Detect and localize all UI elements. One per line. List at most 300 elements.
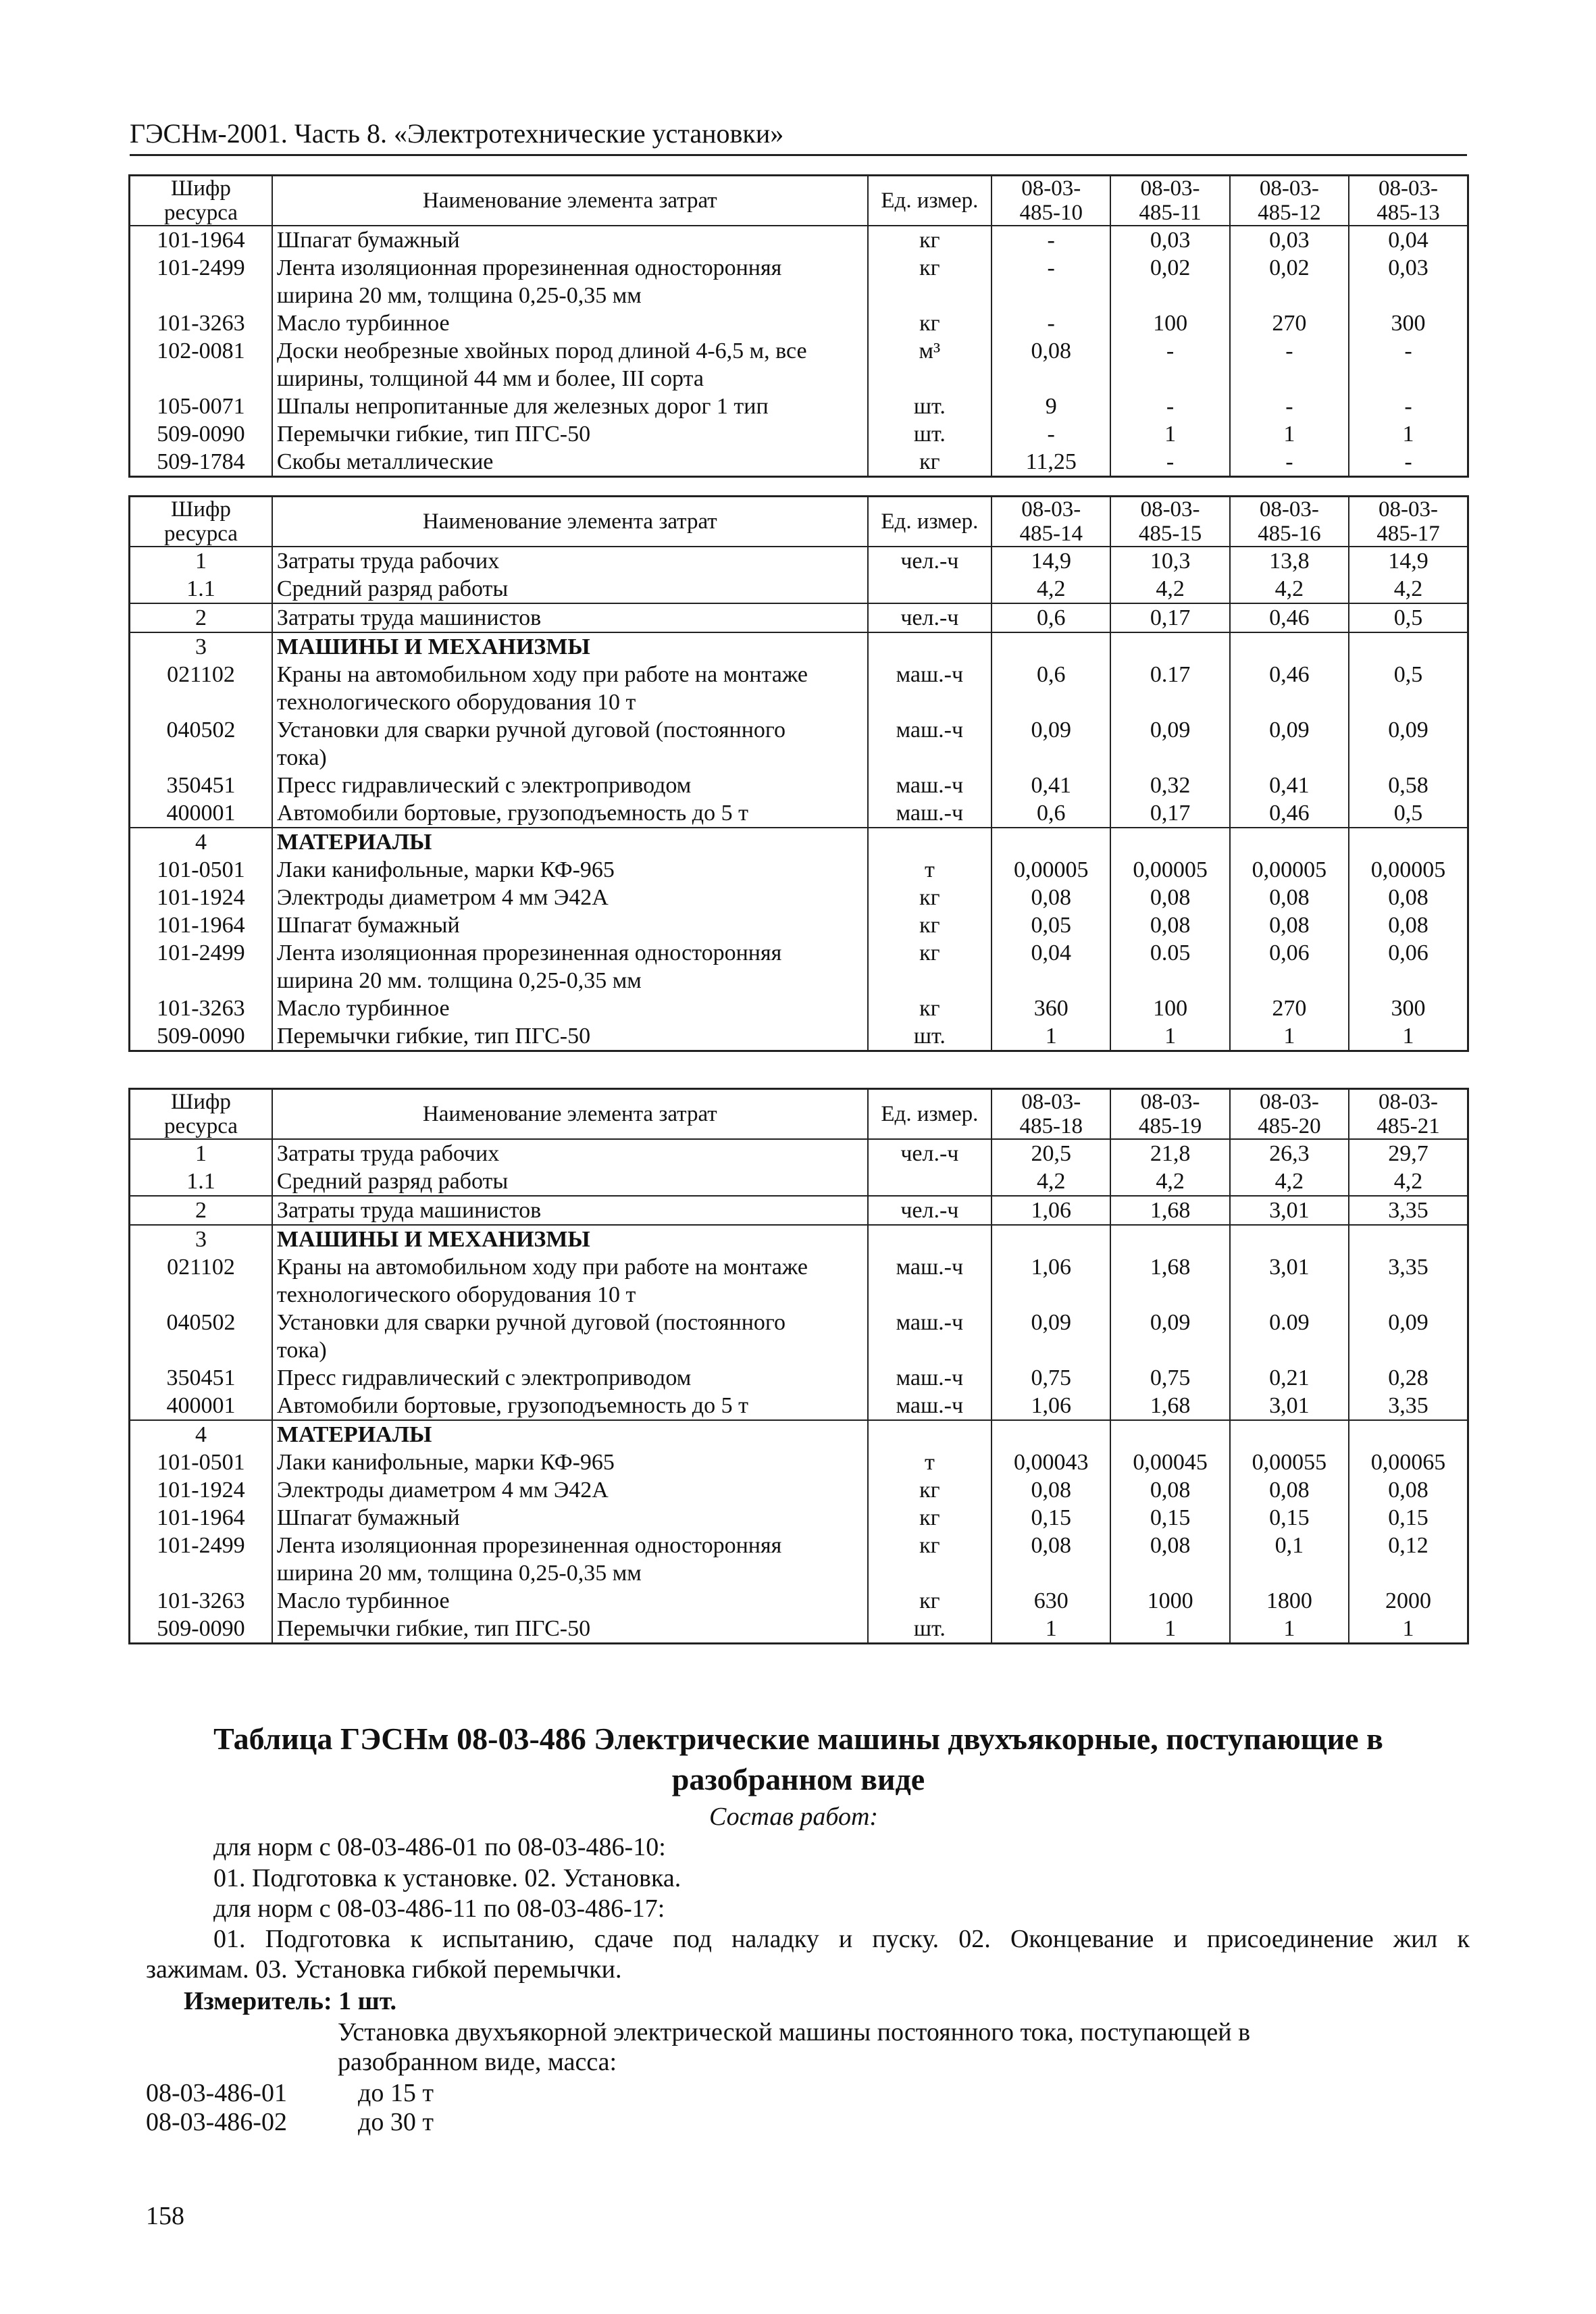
table-row <box>130 772 1468 799</box>
table-row <box>130 1139 1468 1167</box>
resource-name <box>272 1476 868 1504</box>
unit: маш.-ч <box>868 1253 992 1309</box>
resource-name-line: Масло турбинное <box>276 1588 450 1613</box>
value-cell: 360 <box>992 995 1110 1022</box>
header-norm-column <box>1349 497 1468 547</box>
value-cell: 0,03 <box>1110 226 1229 254</box>
resource-name-line: Затраты труда рабочих <box>276 549 500 574</box>
value-cell: 3,01 <box>1230 1196 1349 1225</box>
value-cell: 100 <box>1110 995 1229 1022</box>
value-cell: 0,02 <box>1230 254 1349 309</box>
value-cell: 0,09 <box>1110 716 1229 772</box>
meter: Измеритель: 1 шт. <box>184 1987 397 2015</box>
value-cell: 0,03 <box>1230 226 1349 254</box>
value-cell: 0,00005 <box>1110 856 1229 884</box>
unit <box>868 632 992 661</box>
resource-name-line: МАТЕРИАЛЫ <box>276 830 432 855</box>
header-code-line2: ресурса <box>164 201 238 225</box>
resource-name <box>272 1504 868 1532</box>
value-cell: - <box>1110 448 1229 477</box>
value-cell: 4,2 <box>1110 575 1229 603</box>
value-cell: 1,06 <box>992 1196 1110 1225</box>
header-norm-column <box>1230 1089 1349 1140</box>
value-cell: - <box>1349 393 1468 420</box>
value-cell <box>1110 632 1229 661</box>
resource-name-line: Масло турбинное <box>276 311 450 336</box>
value-cell: 0,46 <box>1230 799 1349 828</box>
table-row <box>130 1615 1468 1644</box>
header-norm-line2: 485-15 <box>1138 522 1202 546</box>
value-cell <box>1349 632 1468 661</box>
value-cell: 3,01 <box>1230 1392 1349 1420</box>
value-cell: 0,32 <box>1110 772 1229 799</box>
value-cell: 2000 <box>1349 1587 1468 1615</box>
unit: кг <box>868 448 992 477</box>
value-cell: 0,28 <box>1349 1364 1468 1392</box>
table-header-row <box>130 497 1468 547</box>
unit: чел.-ч <box>868 1139 992 1167</box>
resource-name-line: Пресс гидравлический с электроприводом <box>276 773 692 798</box>
value-cell: 1,68 <box>1110 1253 1229 1309</box>
value-cell: 270 <box>1230 995 1349 1022</box>
header-code <box>130 497 272 547</box>
resource-name <box>272 226 868 254</box>
unit: м³ <box>868 337 992 393</box>
value-cell <box>1230 1225 1349 1253</box>
header-norm-column <box>1110 176 1229 226</box>
resource-code: 1.1 <box>130 1167 272 1196</box>
value-cell: 300 <box>1349 995 1468 1022</box>
value-cell: 14,9 <box>992 547 1110 575</box>
resource-code: 021102 <box>130 1253 272 1309</box>
resource-name <box>272 1615 868 1644</box>
resource-code: 1 <box>130 547 272 575</box>
table-row <box>130 1449 1468 1476</box>
table-row <box>130 856 1468 884</box>
value-cell: 1 <box>1349 1615 1468 1644</box>
header-norm-column <box>1230 176 1349 226</box>
header-unit: Ед. измер. <box>868 176 992 226</box>
unit: кг <box>868 1504 992 1532</box>
works-b-line2: зажимам. 03. Установка гибкой перемычки. <box>146 1955 622 1984</box>
header-code-line1: Шифр <box>171 497 231 522</box>
resource-code: 2 <box>130 1196 272 1225</box>
header-norm-line1: 08-03- <box>1140 176 1200 201</box>
value-cell: - <box>1110 337 1229 393</box>
value-cell: 1 <box>1230 420 1349 448</box>
value-cell: 0,09 <box>1230 716 1349 772</box>
value-cell: 4,2 <box>1349 575 1468 603</box>
resource-name-line: Шпалы непропитанные для железных дорог 1 тип <box>276 394 769 419</box>
norm-text-1: до 15 т <box>358 2079 434 2107</box>
table-row <box>130 1167 1468 1196</box>
works-a: 01. Подготовка к установке. 02. Установка. <box>213 1864 681 1892</box>
value-cell: 300 <box>1349 309 1468 337</box>
resource-name <box>272 1139 868 1167</box>
header-unit: Ед. измер. <box>868 1089 992 1140</box>
value-cell: 4,2 <box>1230 575 1349 603</box>
resource-name-line: Перемычки гибкие, тип ПГС-50 <box>276 1616 591 1641</box>
header-norm-line1: 08-03- <box>1379 497 1439 522</box>
resource-code: 040502 <box>130 716 272 772</box>
table-row <box>130 716 1468 772</box>
value-cell: 9 <box>992 393 1110 420</box>
resource-code: 2 <box>130 603 272 632</box>
value-cell: 20,5 <box>992 1139 1110 1167</box>
header-code <box>130 176 272 226</box>
unit: кг <box>868 226 992 254</box>
value-cell: 4,2 <box>992 575 1110 603</box>
resource-name-line: Шпагат бумажный <box>276 228 460 253</box>
resource-name <box>272 254 868 309</box>
value-cell: 0,05 <box>992 911 1110 939</box>
header-norm-line1: 08-03- <box>1140 497 1200 522</box>
header-code-line2: ресурса <box>164 1114 238 1138</box>
resource-name <box>272 1309 868 1364</box>
value-cell: 1 <box>1230 1022 1349 1051</box>
resource-name-line: тока) <box>276 745 327 770</box>
table-row <box>130 448 1468 477</box>
value-cell: 4,2 <box>1110 1167 1229 1196</box>
resource-name <box>272 1196 868 1225</box>
header-norm-line2: 485-18 <box>1019 1114 1083 1138</box>
resource-name-line: Лаки канифольные, марки КФ-965 <box>276 857 615 882</box>
value-cell: 4,2 <box>1230 1167 1349 1196</box>
description-line1: Установка двухъякорной электрической машины постоянного тока, поступающей в <box>338 2018 1251 2046</box>
value-cell: 0,02 <box>1110 254 1229 309</box>
value-cell <box>1230 828 1349 856</box>
header-norm-line1: 08-03- <box>1021 176 1081 201</box>
resource-code: 350451 <box>130 1364 272 1392</box>
value-cell: 0,09 <box>1349 716 1468 772</box>
value-cell: 0,09 <box>992 1309 1110 1364</box>
header-norm-column <box>1110 497 1229 547</box>
norm-code-2: 08-03-486-02 <box>146 2108 287 2136</box>
resource-name <box>272 575 868 603</box>
value-cell: 0,46 <box>1230 661 1349 716</box>
value-cell: - <box>992 309 1110 337</box>
resource-name <box>272 632 868 661</box>
value-cell: 14,9 <box>1349 547 1468 575</box>
value-cell: 0,08 <box>992 337 1110 393</box>
value-cell <box>992 632 1110 661</box>
resource-name-line: Установки для сварки ручной дуговой (постоянного <box>276 1310 786 1335</box>
resource-code: 1 <box>130 1139 272 1167</box>
header-norm-line1: 08-03- <box>1259 176 1319 201</box>
value-cell: 0,03 <box>1349 254 1468 309</box>
value-cell: 0,04 <box>1349 226 1468 254</box>
resource-name-line: Затраты труда машинистов <box>276 1198 542 1223</box>
unit: кг <box>868 1476 992 1504</box>
unit: маш.-ч <box>868 716 992 772</box>
value-cell: 1,68 <box>1110 1196 1229 1225</box>
norm-code-1: 08-03-486-01 <box>146 2079 287 2107</box>
resource-name <box>272 1253 868 1309</box>
unit: шт. <box>868 420 992 448</box>
value-cell: 0,00005 <box>992 856 1110 884</box>
resource-name-line: технологического оборудования 10 т <box>276 1282 636 1307</box>
value-cell: 1 <box>992 1022 1110 1051</box>
resource-name-line: Скобы металлические <box>276 449 494 474</box>
value-cell <box>1110 1225 1229 1253</box>
value-cell: 0,6 <box>992 661 1110 716</box>
resource-code: 101-1924 <box>130 1476 272 1504</box>
resource-name <box>272 1449 868 1476</box>
unit: т <box>868 1449 992 1476</box>
value-cell: - <box>1349 448 1468 477</box>
value-cell: 1 <box>1349 1022 1468 1051</box>
resource-code: 4 <box>130 1420 272 1449</box>
value-cell: 270 <box>1230 309 1349 337</box>
value-cell: 0,09 <box>992 716 1110 772</box>
header-norm-line2: 485-13 <box>1376 201 1440 225</box>
header-norm-line2: 485-17 <box>1376 522 1440 546</box>
resource-name-line: Шпагат бумажный <box>276 1505 460 1530</box>
value-cell: 0,08 <box>992 884 1110 911</box>
value-cell: 0,5 <box>1349 661 1468 716</box>
value-cell: 0,04 <box>992 939 1110 995</box>
table-row <box>130 661 1468 716</box>
value-cell: 0,08 <box>992 1476 1110 1504</box>
value-cell: 0,00055 <box>1230 1449 1349 1476</box>
value-cell <box>1349 1225 1468 1253</box>
table-row <box>130 911 1468 939</box>
value-cell <box>1230 1420 1349 1449</box>
resource-code: 101-1924 <box>130 884 272 911</box>
header-name: Наименование элемента затрат <box>272 497 868 547</box>
header-norm-column <box>1110 1089 1229 1140</box>
resource-code: 509-0090 <box>130 1615 272 1644</box>
description-line2: разобранном виде, масса: <box>338 2048 617 2076</box>
value-cell: 0,00005 <box>1349 856 1468 884</box>
table-row <box>130 575 1468 603</box>
value-cell: 0,08 <box>1230 911 1349 939</box>
value-cell: 0,06 <box>1349 939 1468 995</box>
value-cell <box>992 828 1110 856</box>
value-cell: 0,21 <box>1230 1364 1349 1392</box>
unit: маш.-ч <box>868 661 992 716</box>
resource-name <box>272 547 868 575</box>
value-cell: 1800 <box>1230 1587 1349 1615</box>
unit: кг <box>868 254 992 309</box>
works-label: Состав работ: <box>709 1803 879 1831</box>
unit: маш.-ч <box>868 772 992 799</box>
value-cell <box>1349 1420 1468 1449</box>
section-title-line1: Таблица ГЭСНм 08-03-486 Электрические машины двухъякорные, поступающие в <box>213 1721 1383 1756</box>
header-norm-line2: 485-11 <box>1139 201 1202 225</box>
header-norm-line1: 08-03- <box>1259 497 1319 522</box>
works-b-line1: 01. Подготовка к испытанию, сдаче под наладку и пуску. 02. Оконцевание и присоединение жил к <box>213 1925 1470 1953</box>
table-row <box>130 939 1468 995</box>
value-cell: 0,00005 <box>1230 856 1349 884</box>
value-cell: 0,15 <box>1110 1504 1229 1532</box>
resource-name <box>272 1364 868 1392</box>
resource-name-line: ширины, толщиной 44 мм и более, III сорта <box>276 366 704 391</box>
running-header: ГЭСНм-2001. Часть 8. «Электротехнические установки» <box>130 114 1467 156</box>
value-cell: 0,1 <box>1230 1532 1349 1587</box>
table-row <box>130 1420 1468 1449</box>
table-row <box>130 1504 1468 1532</box>
header-norm-line2: 485-14 <box>1019 522 1083 546</box>
value-cell <box>1230 632 1349 661</box>
value-cell: - <box>992 226 1110 254</box>
resource-name <box>272 856 868 884</box>
resource-table-485-18-21 <box>128 1088 1469 1644</box>
value-cell: 0,5 <box>1349 603 1468 632</box>
value-cell <box>1110 1420 1229 1449</box>
value-cell: 13,8 <box>1230 547 1349 575</box>
resource-name-line: Лента изоляционная прорезиненная односторонняя <box>276 255 782 280</box>
unit: кг <box>868 995 992 1022</box>
resource-code: 101-2499 <box>130 254 272 309</box>
resource-name-line: Перемычки гибкие, тип ПГС-50 <box>276 1024 591 1049</box>
resource-name <box>272 716 868 772</box>
resource-code: 101-1964 <box>130 911 272 939</box>
table-row <box>130 1196 1468 1225</box>
value-cell: 1,68 <box>1110 1392 1229 1420</box>
value-cell: 29,7 <box>1349 1139 1468 1167</box>
value-cell: 1000 <box>1110 1587 1229 1615</box>
resource-name-line: Перемычки гибкие, тип ПГС-50 <box>276 422 591 447</box>
table-row <box>130 884 1468 911</box>
resource-name <box>272 393 868 420</box>
resource-name-line: Автомобили бортовые, грузоподъемность до 5 т <box>276 801 748 826</box>
table-row <box>130 1309 1468 1364</box>
header-norm-line2: 485-21 <box>1376 1114 1440 1138</box>
resource-code: 101-1964 <box>130 226 272 254</box>
unit: шт. <box>868 1022 992 1051</box>
header-norm-line1: 08-03- <box>1021 1090 1081 1114</box>
table-row <box>130 1364 1468 1392</box>
value-cell: 0,00045 <box>1110 1449 1229 1476</box>
header-norm-line2: 485-12 <box>1258 201 1321 225</box>
resource-code: 4 <box>130 828 272 856</box>
resource-name-line: МАШИНЫ И МЕХАНИЗМЫ <box>276 634 590 659</box>
unit: шт. <box>868 1615 992 1644</box>
header-code-line2: ресурса <box>164 522 238 546</box>
resource-name <box>272 448 868 477</box>
header-norm-line2: 485-19 <box>1138 1114 1202 1138</box>
resource-name-line: Затраты труда рабочих <box>276 1141 500 1166</box>
resource-name <box>272 337 868 393</box>
value-cell: - <box>992 254 1110 309</box>
resource-name <box>272 603 868 632</box>
resource-name-line: Лента изоляционная прорезиненная односторонняя <box>276 940 782 965</box>
value-cell: 0,08 <box>1110 1532 1229 1587</box>
resource-name <box>272 1167 868 1196</box>
resource-name-line: Автомобили бортовые, грузоподъемность до 5 т <box>276 1393 748 1418</box>
value-cell: 0,15 <box>992 1504 1110 1532</box>
table-row <box>130 254 1468 309</box>
unit: маш.-ч <box>868 1364 992 1392</box>
header-code-line1: Шифр <box>171 1090 231 1114</box>
resource-name-line: ширина 20 мм, толщина 0,25-0,35 мм <box>276 1561 642 1586</box>
value-cell: 0,41 <box>1230 772 1349 799</box>
resource-code: 350451 <box>130 772 272 799</box>
value-cell: 630 <box>992 1587 1110 1615</box>
unit <box>868 1167 992 1196</box>
value-cell: 100 <box>1110 309 1229 337</box>
header-code <box>130 1089 272 1140</box>
value-cell: 0,08 <box>992 1532 1110 1587</box>
resource-name <box>272 1225 868 1253</box>
resource-name-line: Масло турбинное <box>276 996 450 1021</box>
resource-code: 102-0081 <box>130 337 272 393</box>
resource-name-line: Краны на автомобильном ходу при работе на монтаже <box>276 1255 808 1280</box>
value-cell: 1 <box>1110 1615 1229 1644</box>
value-cell: 0.17 <box>1110 661 1229 716</box>
resource-code: 3 <box>130 1225 272 1253</box>
resource-name-line: Электроды диаметром 4 мм Э42А <box>276 885 609 910</box>
header-norm-line1: 08-03- <box>1021 497 1081 522</box>
resource-name <box>272 1420 868 1449</box>
resource-name-line: Средний разряд работы <box>276 1169 509 1194</box>
unit: кг <box>868 1587 992 1615</box>
value-cell: 1 <box>992 1615 1110 1644</box>
resource-name <box>272 309 868 337</box>
resource-name-line: Лента изоляционная прорезиненная односторонняя <box>276 1533 782 1558</box>
unit: кг <box>868 939 992 995</box>
resource-name-line: ширина 20 мм, толщина 0,25-0,35 мм <box>276 283 642 308</box>
resource-name <box>272 1392 868 1420</box>
resource-name <box>272 1532 868 1587</box>
unit: кг <box>868 309 992 337</box>
value-cell: 0,00065 <box>1349 1449 1468 1476</box>
header-norm-line1: 08-03- <box>1140 1090 1200 1114</box>
value-cell: - <box>1110 393 1229 420</box>
value-cell: - <box>992 420 1110 448</box>
value-cell: 11,25 <box>992 448 1110 477</box>
table-row <box>130 1532 1468 1587</box>
unit: шт. <box>868 393 992 420</box>
header-norm-column <box>992 1089 1110 1140</box>
table-row <box>130 1253 1468 1309</box>
unit: маш.-ч <box>868 1309 992 1364</box>
unit <box>868 575 992 603</box>
table-row <box>130 1392 1468 1420</box>
table-row <box>130 337 1468 393</box>
resource-name-line: Установки для сварки ручной дуговой (постоянного <box>276 718 786 743</box>
value-cell: 0,17 <box>1110 799 1229 828</box>
table-row <box>130 393 1468 420</box>
resource-name <box>272 1587 868 1615</box>
resource-name-line: Шпагат бумажный <box>276 913 460 938</box>
header-norm-column <box>1230 497 1349 547</box>
resource-name-line: Электроды диаметром 4 мм Э42А <box>276 1478 609 1503</box>
value-cell: 0,75 <box>992 1364 1110 1392</box>
value-cell: 3,35 <box>1349 1392 1468 1420</box>
value-cell: - <box>1230 393 1349 420</box>
resource-code: 021102 <box>130 661 272 716</box>
table-row <box>130 1476 1468 1504</box>
unit: кг <box>868 1532 992 1587</box>
resource-code: 105-0071 <box>130 393 272 420</box>
table-row <box>130 1587 1468 1615</box>
value-cell: 3,35 <box>1349 1196 1468 1225</box>
header-norm-column <box>992 176 1110 226</box>
resource-name <box>272 911 868 939</box>
header-name: Наименование элемента затрат <box>272 1089 868 1140</box>
header-norm-line1: 08-03- <box>1379 176 1439 201</box>
resource-name <box>272 995 868 1022</box>
table-row <box>130 799 1468 828</box>
resource-name <box>272 939 868 995</box>
unit: чел.-ч <box>868 1196 992 1225</box>
value-cell: 1 <box>1230 1615 1349 1644</box>
value-cell: 0,6 <box>992 799 1110 828</box>
value-cell: - <box>1230 448 1349 477</box>
resource-code: 101-3263 <box>130 995 272 1022</box>
